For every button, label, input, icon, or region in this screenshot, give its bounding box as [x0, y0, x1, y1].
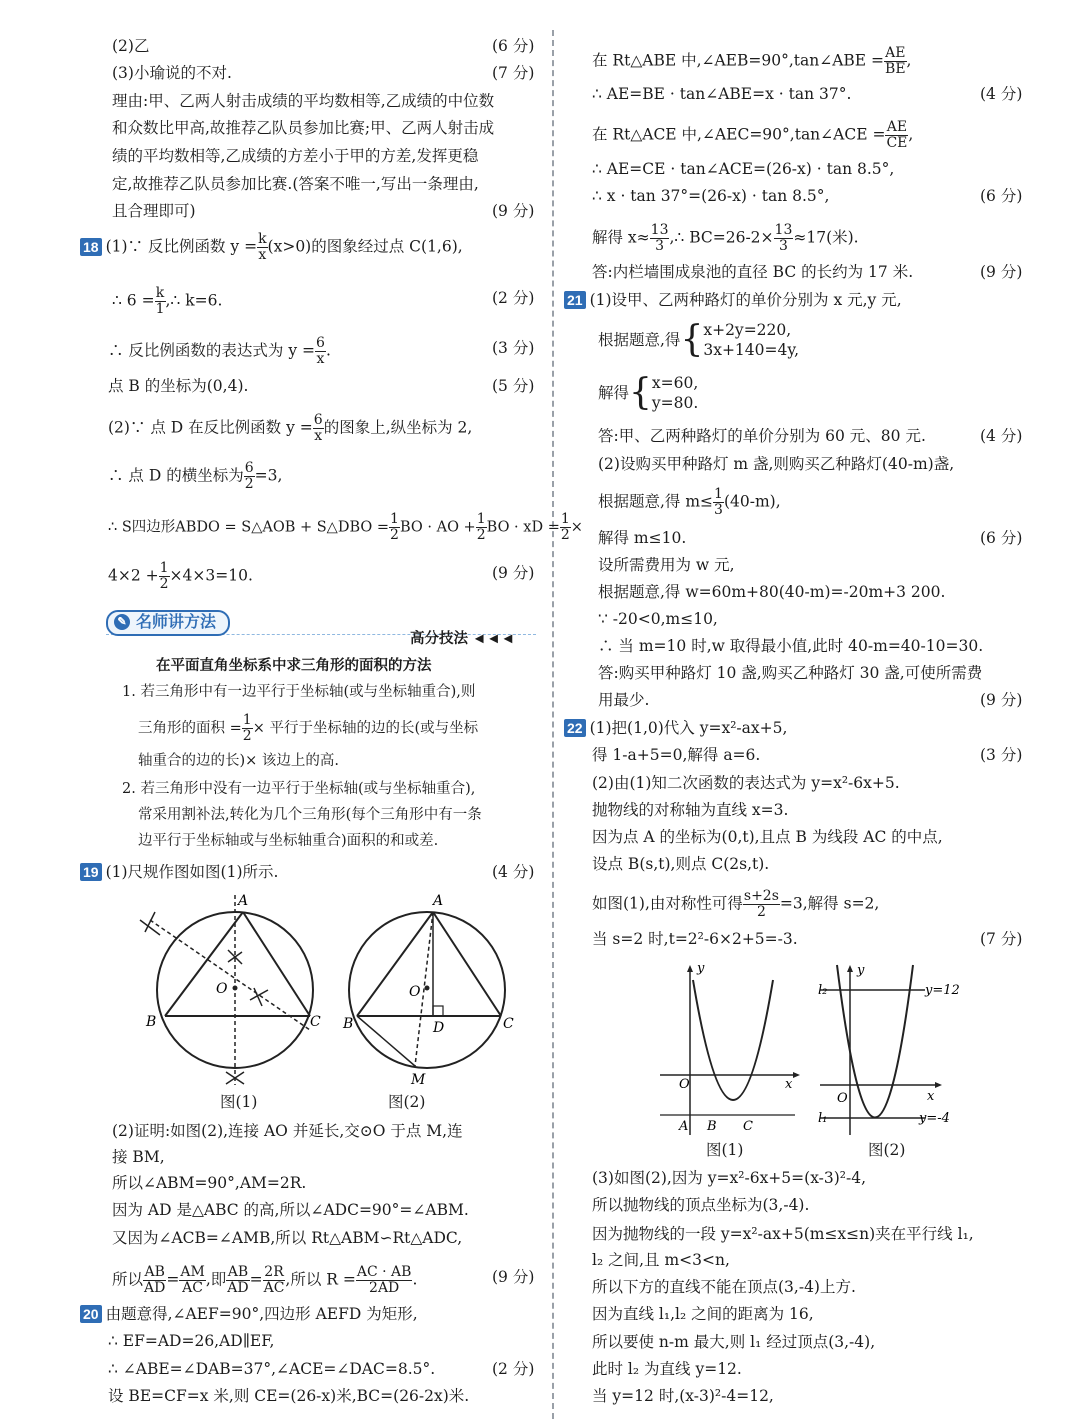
q18-line-f: ∴ 点 D 的横坐标为 $\frac{6}{2}$ =3, [108, 460, 283, 492]
perpendicular-bisector [150, 920, 310, 1030]
r-line: 答:内栏墙围成泉池的直径 BC 的长约为 17 米. [592, 263, 914, 281]
score: (6 分) [980, 529, 1023, 547]
right-angle-mark [433, 1006, 443, 1016]
label-O: O [409, 984, 421, 1000]
answer-line: 绩的平均数相等,乙成绩的方差小于甲的方差,发挥更稳 [112, 147, 479, 165]
r-line-system: 解得{x=60, y=80. [598, 372, 699, 413]
q18-line-d: 点 B 的坐标为(0,4). [108, 377, 249, 395]
r-line: 用最少. [598, 691, 650, 709]
r-line-system: 根据题意,得{x+2y=220, 3x+140=4y, [598, 319, 799, 360]
fraction: $\frac{AB}{AD}$ [144, 1264, 166, 1296]
score: (9 分) [492, 1268, 535, 1286]
label-x: x [785, 1077, 793, 1092]
fraction: $\frac{AE}{BE}$ [885, 45, 906, 77]
label-O: O [216, 981, 228, 997]
r-line: ∴ x · tan 37°=(26-x) · tan 8.5°, [592, 187, 830, 205]
label-x: x [927, 1089, 935, 1104]
triangle-side [357, 912, 433, 1016]
question-number-badge: 22 [564, 719, 586, 737]
center-point [425, 986, 430, 991]
fraction: $\frac{AB}{AD}$ [227, 1264, 249, 1296]
score: (7 分) [980, 930, 1023, 948]
q18-line-g: ∴ S四边形ABDO = S△AOB + S△DBO = $\frac{1}{2}$ BO · AO + $\frac{1}{2}$ BO · xD = $\frac{1}{2}$ × [108, 511, 583, 543]
q18-line-h: 4×2 + $\frac{1}{2}$ ×4×3=10. [108, 560, 253, 592]
text: (x>0)的图象经过点 C(1,6), [267, 237, 463, 256]
q19-line: 接 BM, [112, 1148, 165, 1166]
q20-line: ∴ EF=AD=26,AD∥EF, [108, 1332, 275, 1350]
r-line: 因为直线 l₁,l₂ 之间的距离为 16, [592, 1305, 814, 1323]
label-A: A [433, 893, 444, 909]
figure-caption: 图(1) [220, 1093, 258, 1111]
tip-label: 高分技法 ◄◄◄ [410, 631, 516, 647]
label-B: B [343, 1016, 354, 1032]
q19-line: (2)证明:如图(2),连接 AO 并延长,交⊙O 于点 M,连 [112, 1122, 463, 1140]
label-y12: y=12 [925, 983, 960, 998]
geometry-figure-2 [335, 890, 535, 1090]
q18-line-a [80, 232, 463, 263]
text: (1)∵ 反比例函数 y = [105, 237, 258, 256]
tip-line: 轴重合的边的长)× 该边上的高. [138, 753, 340, 769]
score: (4 分) [492, 863, 535, 881]
r-line: 因为点 A 的坐标为(0,t),且点 B 为线段 AC 的中点, [592, 828, 943, 846]
fraction: $\frac{1}{2}$ [560, 511, 570, 543]
r-line: 答:购买甲种路灯 10 盏,购买乙种路灯 30 盏,可使所需费 [598, 664, 983, 682]
parabola-graph-2 [815, 960, 975, 1140]
r-line: 答:甲、乙两种路灯的单价分别为 60 元、80 元. [598, 427, 926, 445]
y-axis-arrow [687, 965, 693, 972]
question-number-badge: 21 [564, 291, 586, 309]
label-M: M [411, 1072, 426, 1088]
answer-line: (2)乙 [112, 37, 150, 55]
fraction: $\frac{6}{x}$ [313, 412, 323, 444]
arc-mark [140, 912, 160, 935]
r-line: 因为抛物线的一段 y=x²-ax+5(m≤x≤n)夹在平行线 l₁, [592, 1225, 974, 1243]
q20-line: ∴ ∠ABE=∠DAB=37°,∠ACE=∠DAC=8.5°. [108, 1360, 436, 1378]
fraction: $\frac{1}{2}$ [159, 560, 169, 592]
q19-line-g: 所以 $\frac{AB}{AD}$ = $\frac{AM}{AC}$ ,即 $\frac{AB}{AD}$ = $\frac{2R}{AC}$ ,所以 R = $\frac{AC \cdot AB}{2AD}$ . [112, 1264, 418, 1296]
r-line: 此时 l₂ 为直线 y=12. [592, 1360, 742, 1378]
label-C: C [743, 1119, 753, 1134]
tip-line: 2. 若三角形中没有一边平行于坐标轴(或与坐标轴重合), [122, 781, 476, 797]
r-line: ∴ 当 m=10 时,w 取得最小值,此时 40-m=40-10=30. [598, 637, 984, 655]
triangle-side [243, 912, 310, 1016]
label-y: y [697, 961, 705, 976]
label-D: D [433, 1020, 445, 1036]
q19-line-a: 19 (1)尺规作图如图(1)所示. [80, 862, 278, 882]
r-line: 根据题意,得 m≤ $\frac{1}{3}$ (40-m), [598, 486, 781, 518]
tip-title: 在平面直角坐标系中求三角形的面积的方法 [156, 658, 432, 674]
q20-line-a: 20 由题意得,∠AEF=90°,四边形 AEFD 为矩形, [80, 1304, 418, 1324]
fraction: $\frac{AC \cdot AB}{2AD}$ [356, 1264, 412, 1296]
q20-line: 设 BE=CF=x 米,则 CE=(26-x)米,BC=(26-2x)米. [108, 1387, 470, 1405]
score: (4 分) [980, 85, 1023, 103]
r-line: ∴ AE=CE · tan∠ACE=(26-x) · tan 8.5°, [592, 160, 895, 178]
label-A: A [238, 893, 249, 909]
score: (2 分) [492, 289, 535, 307]
q19-line: 所以∠ABM=90°,AM=2R. [112, 1174, 307, 1192]
r-line: 根据题意,得 w=60m+80(40-m)=-20m+3 200. [598, 583, 946, 601]
q21-line-a: 21 (1)设甲、乙两种路灯的单价分别为 x 元,y 元, [564, 290, 902, 310]
r-line: (2)设购买甲种路灯 m 盏,则购买乙种路灯(40-m)盏, [598, 455, 955, 473]
label-l1: l₁ [818, 1111, 828, 1126]
r-line: 得 1-a+5=0,解得 a=6. [592, 746, 761, 764]
tip-line: 三角形的面积 = $\frac{1}{2}$ × 平行于坐标轴的边的长(或与坐标 [138, 712, 479, 744]
score: (9 分) [492, 202, 535, 220]
question-number-badge: 18 [80, 238, 102, 256]
label-y-4: y=-4 [919, 1111, 950, 1126]
question-number-badge: 20 [80, 1305, 102, 1323]
r-line: 设点 B(s,t),则点 C(2s,t). [592, 855, 770, 873]
teacher-icon: ✎ [114, 614, 130, 630]
fraction: $\frac{1}{2}$ [390, 511, 399, 543]
r-line: 抛物线的对称轴为直线 x=3. [592, 801, 789, 819]
r-line: 所以要使 n-m 最大,则 l₁ 经过顶点(3,-4), [592, 1333, 876, 1351]
r-line: 当 s=2 时,t=2²-6×2+5=-3. [592, 930, 798, 948]
center-point [233, 986, 238, 991]
label-B: B [146, 1014, 157, 1030]
label-y: y [857, 963, 865, 978]
r-line: 在 Rt△ACE 中,∠AEC=90°,tan∠ACE = $\frac{AE}{CE}$ , [592, 119, 914, 151]
q18-line-b: ∴ 6 = $\frac{k}{1}$ ,∴ k=6. [112, 285, 223, 317]
figure-caption: 图(2) [388, 1093, 426, 1111]
q18-line-c: ∴ 反比例函数的表达式为 y = $\frac{6}{x}$ . [108, 335, 331, 367]
r-line: 所以抛物线的顶点坐标为(3,-4). [592, 1196, 810, 1214]
label-O: O [679, 1077, 690, 1092]
x-axis-arrow [793, 1072, 800, 1078]
arc-mark [250, 988, 268, 1006]
score: (9 分) [980, 263, 1023, 281]
score: (6 分) [492, 37, 535, 55]
figure-caption: 图(2) [868, 1141, 906, 1159]
score: (9 分) [980, 691, 1023, 709]
figure-caption: 图(1) [706, 1141, 744, 1159]
label-O: O [837, 1091, 848, 1106]
q22-line-a: 22 (1)把(1,0)代入 y=x²-ax+5, [564, 718, 787, 738]
r-line: ∵ -20<0,m≤10, [598, 610, 718, 628]
parabola-graph-1 [655, 960, 805, 1140]
score: (2 分) [492, 1360, 535, 1378]
fraction: $\frac{6}{2}$ [244, 460, 254, 492]
r-line: l₂ 之间,且 m<3<n, [592, 1251, 730, 1269]
fraction: $\frac{AE}{CE}$ [886, 119, 908, 151]
answer-line: (3)小瑜说的不对. [112, 64, 232, 82]
label-l2: l₂ [818, 983, 828, 998]
fraction: $\frac{13}{3}$ [774, 222, 793, 254]
r-line: (2)由(1)知二次函数的表达式为 y=x²-6x+5. [592, 774, 900, 792]
score: (9 分) [492, 564, 535, 582]
y-axis-arrow [847, 965, 853, 972]
score: (5 分) [492, 377, 535, 395]
tip-line: 1. 若三角形中有一边平行于坐标轴(或与坐标轴重合),则 [122, 684, 476, 700]
triangle-side [433, 912, 501, 1016]
q18-line-e: (2)∵ 点 D 在反比例函数 y = $\frac{6}{x}$ 的图象上,纵坐标为 2, [108, 412, 473, 444]
triangle-side [165, 912, 243, 1016]
fraction: $\frac{k}{x}$ [258, 231, 267, 263]
x-axis-arrow [935, 1082, 942, 1088]
fraction: $\frac{1}{2}$ [242, 712, 252, 744]
score: (7 分) [492, 64, 535, 82]
column-divider [552, 30, 554, 1419]
label-A: A [679, 1119, 689, 1134]
fraction: $\frac{2R}{AC}$ [263, 1264, 285, 1296]
fraction: $\frac{13}{3}$ [650, 222, 669, 254]
r-line: 所以下方的直线不能在顶点(3,-4)上方. [592, 1278, 856, 1296]
label-C: C [503, 1016, 514, 1032]
answer-line: 定,故推荐乙队员参加比赛.(答案不唯一,写出一条理由, [112, 175, 479, 193]
label-B: B [707, 1119, 717, 1134]
teacher-method-label: ✎ 名师讲方法 [106, 610, 230, 636]
r-line: 设所需费用为 w 元, [598, 556, 735, 574]
answer-line: 且合理即可) [112, 202, 196, 220]
r-line: 当 y=12 时,(x-3)²-4=12, [592, 1387, 774, 1405]
q19-line: 又因为∠ACB=∠AMB,所以 Rt△ABM∽Rt△ADC, [112, 1229, 463, 1247]
r-line: 解得 x≈ $\frac{13}{3}$ ,∴ BC=26-2× $\frac{13}{3}$ ≈17(米). [592, 222, 859, 254]
fraction: $\frac{1}{3}$ [714, 486, 723, 518]
parabola [693, 980, 773, 1100]
fraction: $\frac{1}{2}$ [476, 511, 486, 543]
tip-line: 常采用割补法,转化为几个三角形(每个三角形中有一条 [138, 807, 482, 823]
score: (3 分) [492, 339, 535, 357]
fraction: $\frac{6}{x}$ [316, 335, 325, 367]
r-line: 解得 m≤10. [598, 529, 687, 547]
tip-line: 边平行于坐标轴或与坐标轴重合)面积的和或差. [138, 833, 439, 849]
r-line: (3)如图(2),因为 y=x²-6x+5=(x-3)²-4, [592, 1169, 867, 1187]
fraction: $\frac{k}{1}$ [155, 285, 165, 317]
fraction: $\frac{AM}{AC}$ [180, 1264, 205, 1296]
q19-line: 因为 AD 是△ABC 的高,所以∠ADC=90°=∠ABM. [112, 1201, 469, 1219]
score: (6 分) [980, 187, 1023, 205]
answer-line: 理由:甲、乙两人射击成绩的平均数相等,乙成绩的中位数 [112, 92, 495, 110]
answer-line: 和众数比甲高,故推荐乙队员参加比赛;甲、乙两人射击成 [112, 119, 495, 137]
segment-BM [357, 1016, 415, 1066]
r-line: ∴ AE=BE · tan∠ABE=x · tan 37°. [592, 85, 852, 103]
fraction: $\frac{s+2s}{2}$ [743, 888, 779, 920]
r-line: 在 Rt△ABE 中,∠AEB=90°,tan∠ABE = $\frac{AE}{BE}$ , [592, 45, 912, 77]
question-number-badge: 19 [80, 863, 102, 881]
r-line: 如图(1),由对称性可得 $\frac{s+2s}{2}$ =3,解得 s=2, [592, 888, 880, 920]
geometry-figure-1 [130, 890, 330, 1090]
score: (3 分) [980, 746, 1023, 764]
label-C: C [310, 1014, 321, 1030]
parabola [837, 965, 913, 1118]
score: (4 分) [980, 427, 1023, 445]
